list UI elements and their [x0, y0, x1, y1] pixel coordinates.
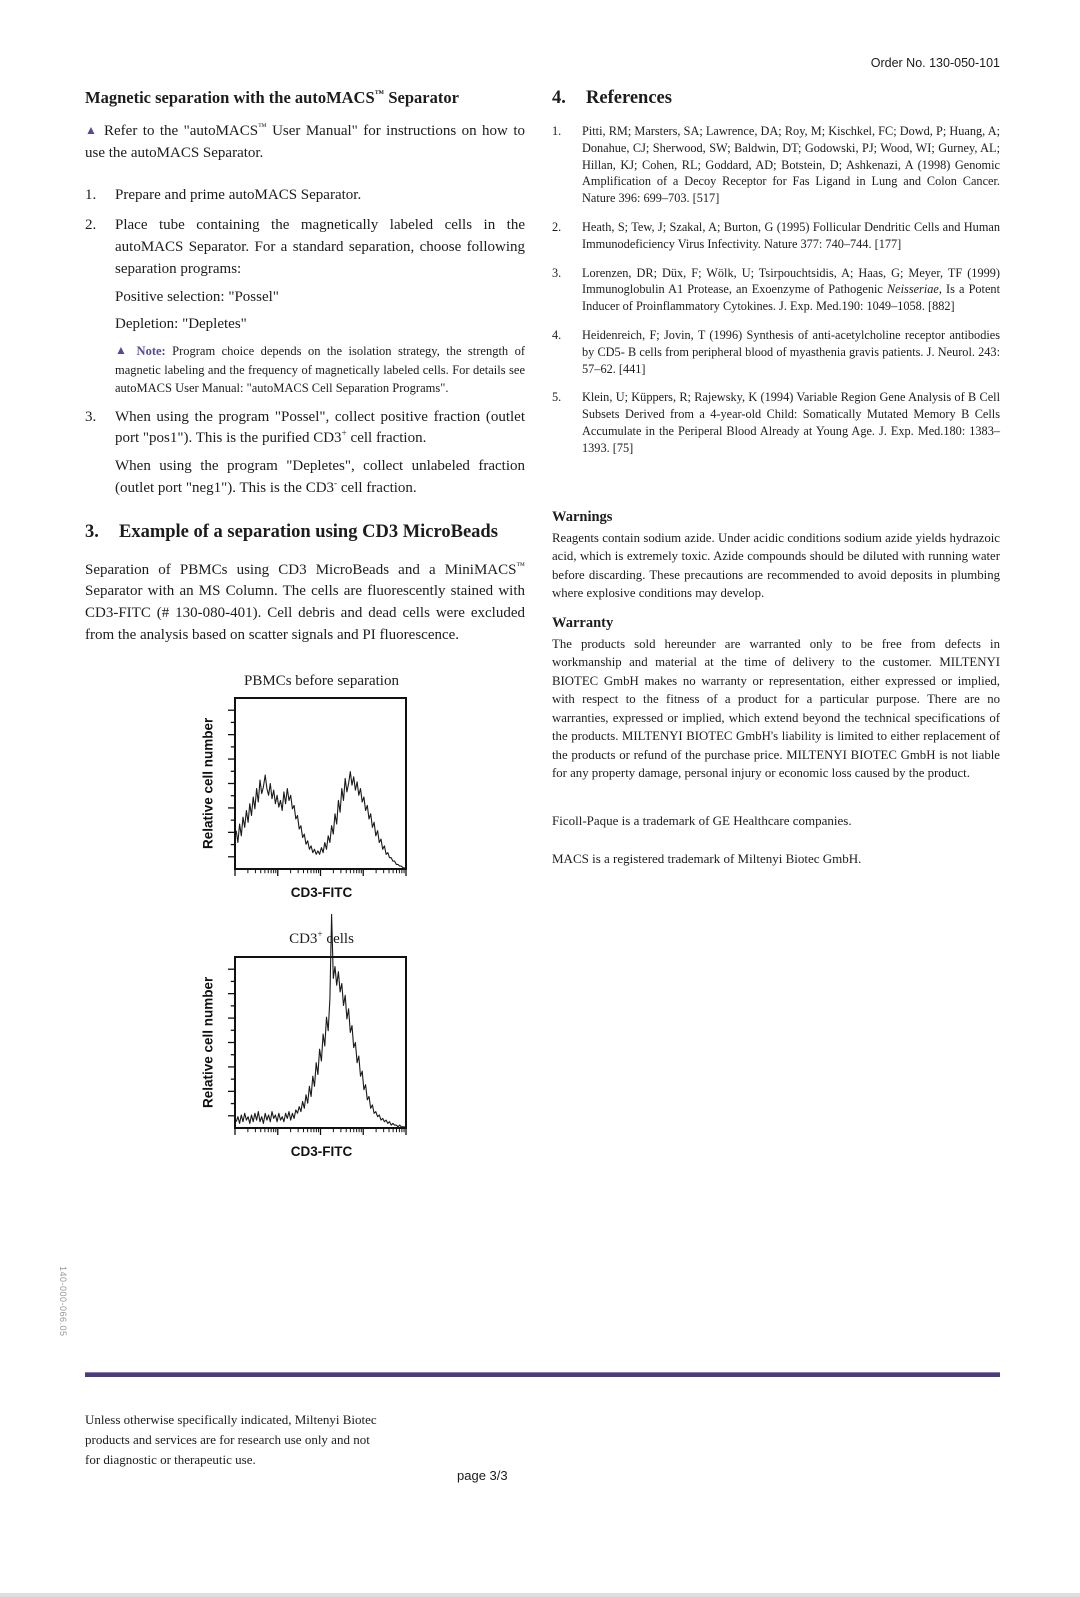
page-number: page 3/3: [457, 1468, 508, 1483]
step-number: 3.: [85, 408, 97, 425]
histogram-pbmcs-before-separation: [200, 672, 411, 900]
trademark-symbol: ™: [374, 88, 385, 100]
reference-number: 3.: [552, 265, 562, 280]
histogram-cd3-positive-cells: [200, 929, 411, 1159]
reference-item: [552, 327, 1000, 377]
program-depletes-line: Depletion: "Depletes": [115, 316, 247, 333]
step-1: [85, 185, 525, 207]
flow-histogram-plot: [226, 696, 408, 878]
footer-divider-rule: [85, 1372, 1000, 1377]
reference-number: 5.: [552, 390, 562, 405]
order-number: Order No. 130-050-101: [870, 56, 1000, 70]
step-text: Place tube containing the magnetically labeled cells in the autoMACS Separator. For a standard separation, choose following separation programs:: [115, 217, 525, 277]
warnings-text: Reagents contain sodium azide. Under acidic conditions sodium azide yields hydrazoic acid, which is extremely toxic. Azide compounds should be diluted with running water before discarding. These precautions are recommended to avoid deposits in plumbing where explosive conditions may develop.: [552, 530, 1000, 601]
step-text-possel: When using the program "Possel", collect positive fraction (outlet port "pos1"). This is the purified CD3+ cell fraction.: [115, 408, 525, 447]
triangle-icon: ▲: [85, 123, 99, 137]
warnings-heading: Warnings: [552, 508, 613, 525]
x-axis-label: CD3-FITC: [290, 884, 353, 900]
ficoll-trademark-line: Ficoll-Paque is a trademark of GE Healthcare companies.: [552, 812, 852, 828]
reference-number: 1.: [552, 124, 562, 138]
y-axis-label: Relative cell number: [200, 976, 216, 1108]
macs-trademark-line: MACS is a registered trademark of Miltenyi Biotec GmbH.: [552, 850, 862, 866]
reference-text: Pitti, RM; Marsters, SA; Lawrence, DA; Roy, M; Kischkel, FC; Dowd, P; Huang, A; Donahue, CJ; Sherwood, SW; Baldwin, DT; Godowski, PJ; Wood, WI; Gurney, AL; Hillan, KJ; Cohen, RL; Goddard, AD; Botstein, D; Ashkenazi, A (1998) Genomic Amplification of a Decoy Receptor for Fas Ligand in Lung and Colon Cancer. Nature 396: 699–703. [517]: [582, 124, 1000, 206]
reference-text: Lorenzen, DR; Düx, F; Wölk, U; Tsirpouchtsidis, A; Haas, G; Meyer, TF (1999) Immunoglobulin A1 Protease, an Exoenzyme of Pathogenic Neisseriae, Is a Potent Inducer of Proinflammatory Cytokines. J. Exp. Med.190: 1049–1058. [882]: [582, 265, 1000, 314]
trademark-symbol: ™: [516, 559, 525, 570]
reference-number: 2.: [552, 219, 562, 234]
refer-paragraph: ▲ Refer to the "autoMACS™ User Manual" for instructions on how to use the autoMACS Separator.: [85, 121, 525, 161]
note-label: Note:: [130, 344, 166, 358]
trademark-symbol: ™: [258, 121, 267, 131]
warranty-heading: Warranty: [552, 614, 614, 631]
reference-text: Heidenreich, F; Jovin, T (1996) Synthesis of anti-acetylcholine receptor antibodies by CD5- B cells from peripheral blood of myasthenia gravis patients. J. Neurol. 243: 57–62. [441]: [582, 327, 1000, 376]
triangle-icon: ▲: [115, 343, 131, 357]
program-possel-line: Positive selection: "Possel": [115, 288, 279, 305]
x-axis-label: CD3-FITC: [290, 1143, 353, 1159]
reference-item: [552, 123, 1000, 207]
reference-number: 4.: [552, 327, 562, 342]
step-text: Prepare and prime autoMACS Separator.: [115, 186, 362, 203]
reference-item: [552, 219, 1000, 253]
reference-text: Klein, U; Küppers, R; Rajewsky, K (1994) Variable Region Gene Analysis of B Cell Subsets Derived from a 4-year-old Child: Somatically Mutated Memory B Cells Accumulate in the Periperal Blood Already at Young Age. J. Exp. Med.180: 1383–1393. [75]: [582, 390, 1000, 455]
left-column: [85, 88, 525, 1159]
reference-item: [552, 265, 1000, 315]
step-number: 1.: [85, 186, 97, 203]
right-column: [552, 88, 1000, 867]
section-3-heading: 3. Example of a separation using CD3 MicroBeads: [85, 521, 498, 542]
reference-text: Heath, S; Tew, J; Szakal, A; Burton, G (1995) Follicular Dendritic Cells and Human Immunodeficiency Virus Infectivity. Nature 377: 740–744. [177]: [582, 219, 1000, 251]
page-bottom-edge: [0, 1593, 1080, 1597]
section-3-paragraph: Separation of PBMCs using CD3 MicroBeads and a MiniMACS™ Separator with an MS Column. The cells are fluorescently stained with CD3-FITC (# 130-080-401). Cell debris and dead cells were excluded from the analysis based on scatter signals and PI fluorescence.: [85, 559, 525, 643]
step-number: 2.: [85, 217, 97, 234]
document-side-code: 140-000-066.05: [58, 1266, 68, 1337]
flow-histogram-plot: [226, 914, 408, 1137]
reference-item: [552, 389, 1000, 456]
chart-title: CD3+ cells: [289, 929, 354, 947]
step-3: [85, 407, 525, 500]
footer-disclaimer: Unless otherwise specifically indicated, Miltenyi Biotec products and services are for research use only and not for diagnostic or therapeutic use.: [85, 1412, 377, 1468]
magnetic-separation-heading: Magnetic separation with the autoMACS™ Separator: [85, 88, 459, 107]
warranty-text: The products sold hereunder are warranted only to be free from defects in workmanship and material at the time of delivery to the customer. MILTENYI BIOTEC GmbH makes no warranty or representation, either expressed or implied, with respect to the fitness of a product for a particular purpose. There are no warranties, expressed or implied, which extend beyond the technical specifications of the products. MILTENYI BIOTEC GmbH's liability is limited to either replacement of the products or refund of the purchase price. MILTENYI BIOTEC GmbH is not liable for any property damage, personal injury or economic loss caused by the product.: [552, 636, 1000, 781]
y-axis-label: Relative cell number: [200, 717, 216, 849]
step-2: [85, 215, 525, 397]
chart-title: PBMCs before separation: [244, 672, 399, 689]
note-paragraph: ▲ Note: Program choice depends on the isolation strategy, the strength of magnetic labeling and the frequency of magnetically labeled cells. For details see autoMACS User Manual: "autoMACS Cell Separation Programs".: [115, 343, 525, 395]
step-text-depletes: When using the program "Depletes", collect unlabeled fraction (outlet port "neg1"). This is the CD3- cell fraction.: [115, 458, 525, 496]
references-heading: 4. References: [552, 88, 672, 108]
